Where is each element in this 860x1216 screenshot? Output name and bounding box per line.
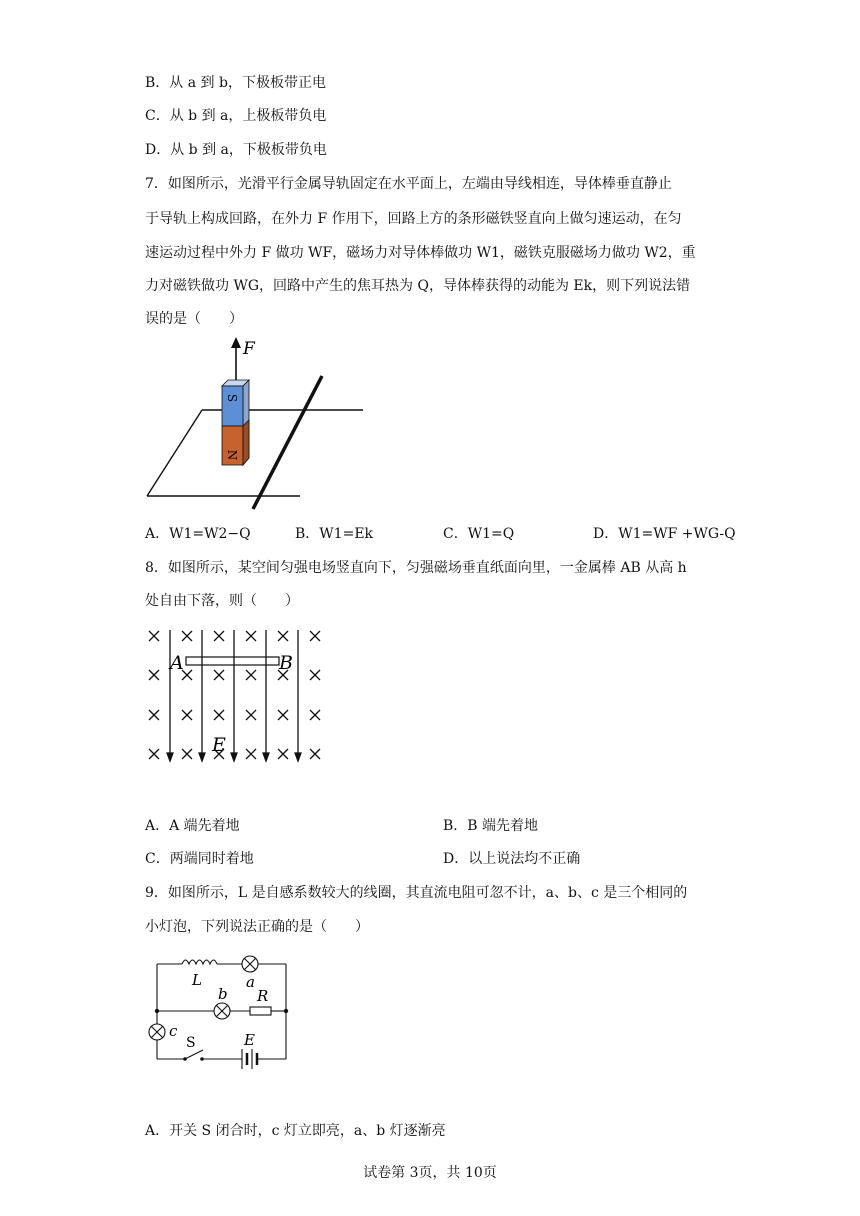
q6-option-d: D．从 b 到 a，下极板带负电: [145, 142, 327, 158]
q8-option-d: D．以上说法均不正确: [443, 851, 581, 867]
q7-option-a: A．W1=W2−Q: [145, 526, 251, 542]
q7-stem-line: 力对磁铁做功 WG，回路中产生的焦耳热为 Q，导体棒获得的动能为 Ek，则下列说法错: [145, 278, 691, 294]
q8-option-b: B．B 端先着地: [443, 818, 539, 834]
rod-end-b-label: B: [279, 652, 293, 674]
q8-field-figure: [140, 620, 340, 770]
q7-stem-line: 于导轨上构成回路，在外力 F 作用下，回路上方的条形磁铁竖直向上做匀速运动，在匀: [145, 211, 682, 227]
q8-option-a: A．A 端先着地: [145, 818, 240, 834]
q9-circuit-figure: [140, 945, 300, 1075]
magnet-n-pole-label: N: [225, 449, 239, 461]
force-label: F: [243, 339, 255, 359]
resistor-label: R: [257, 987, 269, 1005]
q9-stem-line: 9．如图所示，L 是自感系数较大的线圈，其直流电阻可忽不计，a、b、c 是三个相同的: [145, 885, 688, 901]
q6-option-b: B．从 a 到 b，下极板带正电: [145, 75, 326, 91]
q7-stem-line: 速运动过程中外力 F 做功 WF，磁场力对导体棒做功 W1，磁铁克服磁场力做功 W2，重: [145, 245, 696, 261]
battery-label: E: [244, 1031, 255, 1049]
q8-stem-line: 8．如图所示，某空间匀强电场竖直向下，匀强磁场垂直纸面向里，一金属棒 AB 从高 h: [145, 560, 687, 576]
switch-label: S: [186, 1035, 196, 1051]
inductor-label: L: [192, 971, 202, 989]
q7-stem-line: 7．如图所示，光滑平行金属导轨固定在水平面上，左端由导线相连，导体棒垂直静止: [145, 176, 672, 192]
q7-option-d: D．W1=WF +WG-Q: [593, 526, 736, 542]
q7-option-c: C．W1=Q: [443, 526, 515, 542]
q7-stem-line: 误的是（ ）: [145, 311, 243, 327]
q8-stem-line: 处自由下落，则（ ）: [145, 593, 299, 609]
q9-option-a: A．开关 S 闭合时，c 灯立即亮，a、b 灯逐渐亮: [145, 1123, 446, 1139]
page-footer: 试卷第 3页，共 10页: [363, 1165, 497, 1181]
lamp-a-label: a: [246, 973, 255, 991]
lamp-b-label: b: [218, 985, 228, 1003]
q6-option-c: C．从 b 到 a，上极板带负电: [145, 108, 327, 124]
field-e-label: E: [212, 734, 226, 756]
magnet-s-pole-label: S: [225, 393, 239, 403]
q7-option-b: B．W1=Ek: [295, 526, 374, 542]
rod-end-a-label: A: [170, 652, 184, 674]
q7-magnet-rail-figure: [140, 335, 380, 515]
q9-stem-line: 小灯泡，下列说法正确的是（ ）: [145, 919, 369, 935]
q8-option-c: C．两端同时着地: [145, 851, 254, 867]
lamp-c-label: c: [169, 1022, 178, 1040]
